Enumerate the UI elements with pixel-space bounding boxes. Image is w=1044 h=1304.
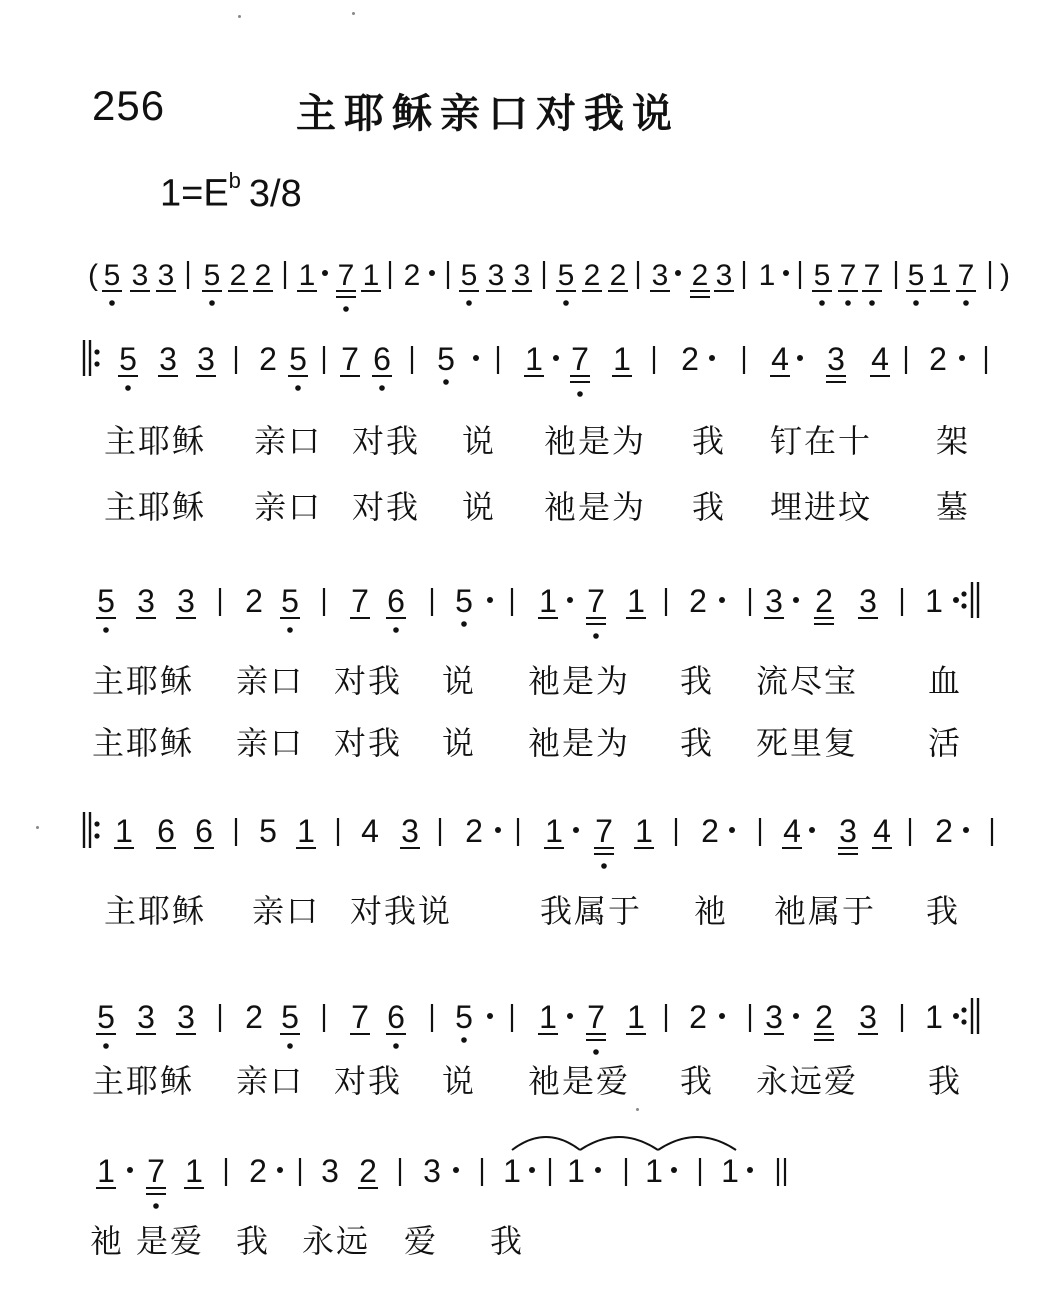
note: 1: [613, 341, 631, 377]
note: 1: [925, 999, 943, 1035]
note: 2: [691, 259, 709, 292]
augmentation-dot: [567, 1013, 573, 1019]
note: 2: [359, 1153, 377, 1189]
augmentation-dot: [529, 1167, 535, 1173]
note: 1: [525, 341, 543, 377]
paren-close: ): [1000, 259, 1010, 292]
lyrics-v2b: [92, 725, 962, 761]
lyric-word: 说: [462, 489, 497, 525]
augmentation-dot: [719, 597, 725, 603]
note: 2: [689, 999, 707, 1035]
note: 5: [97, 583, 115, 619]
note: 1: [97, 1153, 115, 1189]
lyric-word: 亲口: [254, 423, 323, 459]
lyric-word: 祂是为: [528, 663, 631, 699]
octave-dot-below: [393, 627, 399, 633]
octave-dot-below: [466, 300, 472, 306]
lyric-word: 我: [236, 1223, 271, 1259]
note: 5: [259, 813, 277, 849]
note: 7: [587, 999, 605, 1035]
note: 1: [721, 1153, 739, 1189]
octave-dot-below: [845, 300, 851, 306]
note: 2: [403, 259, 421, 292]
lyric-word: 埋进坟: [770, 489, 873, 525]
augmentation-dot: [127, 1167, 133, 1173]
note: 3: [513, 259, 531, 292]
lyric-word: 主耶稣: [104, 423, 207, 459]
augmentation-dot: [429, 270, 435, 276]
octave-dot-below: [869, 300, 875, 306]
augmentation-dot: [709, 355, 715, 361]
repeat-dot: [961, 1019, 966, 1024]
augmentation-dot: [487, 1013, 493, 1019]
note: 5: [455, 583, 473, 619]
note: 3: [321, 1153, 339, 1189]
note: 4: [771, 341, 789, 377]
lyric-word: 死里复: [756, 725, 859, 761]
augmentation-dot: [487, 597, 493, 603]
note: 3: [859, 999, 877, 1035]
octave-dot-below: [287, 1043, 293, 1049]
note: 4: [871, 341, 889, 377]
note: 7: [351, 583, 369, 619]
note: 5: [455, 999, 473, 1035]
lyric-word: 亲口: [252, 893, 321, 929]
note: 1: [758, 259, 776, 292]
note: 3: [765, 999, 783, 1035]
lyric-word: 祂是爱: [528, 1063, 631, 1099]
note: 3: [159, 341, 177, 377]
note: 1: [635, 813, 653, 849]
note: 3: [177, 999, 195, 1035]
repeat-dot: [961, 1007, 966, 1012]
note: 1: [362, 259, 380, 292]
ties: [512, 1137, 736, 1150]
hymn-number: 256: [92, 82, 166, 129]
note: 2: [583, 259, 601, 292]
lyric-word: 对我: [334, 1063, 403, 1099]
octave-dot-below: [577, 391, 583, 397]
augmentation-dot: [953, 597, 959, 603]
note: 3: [157, 259, 175, 292]
lyric-word: 祂: [90, 1223, 125, 1259]
octave-dot-below: [295, 385, 301, 391]
time-signature: 3/8: [248, 172, 302, 215]
augmentation-dot: [473, 355, 479, 361]
octave-dot-below: [343, 306, 349, 312]
note: 1: [627, 999, 645, 1035]
lyric-word: 亲口: [236, 663, 305, 699]
lyric-word: 我: [926, 893, 961, 929]
augmentation-dot: [671, 1167, 677, 1173]
note: 7: [147, 1153, 165, 1189]
note: 1: [503, 1153, 521, 1189]
lyric-word: 主耶稣: [92, 663, 195, 699]
augmentation-dot: [729, 827, 735, 833]
augmentation-dot: [783, 270, 789, 276]
intro-notes: [102, 259, 990, 312]
speck: [36, 826, 39, 829]
octave-dot-below: [593, 1049, 599, 1055]
note: 1: [539, 999, 557, 1035]
lyric-word: 永远爱: [756, 1063, 859, 1099]
lyrics-v4: [92, 1063, 962, 1099]
note: 1: [545, 813, 563, 849]
octave-dot-below: [963, 300, 969, 306]
augmentation-dot: [322, 270, 328, 276]
lyric-word: 钉在十: [770, 423, 873, 459]
note: 6: [195, 813, 213, 849]
note: 2: [815, 583, 833, 619]
note: 2: [689, 583, 707, 619]
lyric-word: 说: [442, 725, 477, 761]
note: 7: [351, 999, 369, 1035]
lyric-word: 我: [692, 489, 727, 525]
augmentation-dot: [567, 597, 573, 603]
lyric-word: 永远: [302, 1223, 371, 1259]
lyrics-v1: [104, 423, 970, 459]
lyric-word: 我属于: [540, 893, 643, 929]
lyrics-v2: [92, 663, 962, 699]
octave-dot-below: [461, 1037, 467, 1043]
tie: [658, 1137, 736, 1150]
lyric-word: 祂是为: [544, 489, 647, 525]
lyric-word: 对我: [352, 423, 421, 459]
note: 7: [957, 259, 975, 292]
octave-dot-below: [601, 863, 607, 869]
note: 1: [115, 813, 133, 849]
augmentation-dot: [573, 827, 579, 833]
lyric-word: 主耶稣: [104, 489, 207, 525]
note: 3: [423, 1153, 441, 1189]
note: 2: [935, 813, 953, 849]
note: 2: [249, 1153, 267, 1189]
row1-notes: [84, 340, 986, 397]
note: 6: [157, 813, 175, 849]
octave-dot-below: [913, 300, 919, 306]
note: 3: [137, 583, 155, 619]
note: 5: [281, 583, 299, 619]
lyric-word: 说: [442, 663, 477, 699]
note: 3: [651, 259, 669, 292]
lyric-word: 是爱: [136, 1223, 205, 1259]
lyric-word: 我: [680, 725, 715, 761]
tie: [512, 1137, 580, 1150]
lyric-word: 主耶稣: [92, 725, 195, 761]
lyric-word: 祂是为: [528, 725, 631, 761]
augmentation-dot: [963, 827, 969, 833]
lyrics-v5: [90, 1223, 524, 1259]
note: 1: [298, 259, 316, 292]
note: 1: [297, 813, 315, 849]
paren-open: (: [88, 259, 98, 292]
tie: [580, 1137, 658, 1150]
repeat-dot: [94, 821, 99, 826]
octave-dot-below: [819, 300, 825, 306]
note: 1: [645, 1153, 663, 1189]
lyric-word: 活: [928, 725, 963, 761]
augmentation-dot: [797, 355, 803, 361]
note: 5: [119, 341, 137, 377]
augmentation-dot: [595, 1167, 601, 1173]
octave-dot-below: [593, 633, 599, 639]
speck: [636, 1108, 639, 1111]
note: 7: [337, 259, 355, 292]
repeat-dot: [961, 591, 966, 596]
key-flat: b: [228, 168, 241, 193]
note: 3: [131, 259, 149, 292]
note: 2: [254, 259, 272, 292]
note: 1: [185, 1153, 203, 1189]
row2-notes: [96, 582, 978, 639]
row4-notes: [96, 998, 978, 1055]
note: 7: [839, 259, 857, 292]
note: 3: [765, 583, 783, 619]
note: 2: [245, 999, 263, 1035]
lyrics: [90, 423, 970, 1259]
note: 6: [387, 999, 405, 1035]
note: 2: [701, 813, 719, 849]
lyric-word: 主耶稣: [104, 893, 207, 929]
note: 3: [137, 999, 155, 1035]
note: 4: [873, 813, 891, 849]
note: 1: [539, 583, 557, 619]
note: 5: [460, 259, 478, 292]
note: 1: [567, 1153, 585, 1189]
lyric-word: 说: [442, 1063, 477, 1099]
note: 1: [925, 583, 943, 619]
note: 2: [815, 999, 833, 1035]
lyric-word: 我: [490, 1223, 525, 1259]
lyric-word: 架: [936, 423, 971, 459]
octave-dot-below: [153, 1203, 159, 1209]
note: 5: [281, 999, 299, 1035]
note: 2: [229, 259, 247, 292]
lyric-word: 爱: [404, 1223, 439, 1259]
lyric-word: 对我: [352, 489, 421, 525]
lyric-word: 亲口: [236, 725, 305, 761]
note: 2: [609, 259, 627, 292]
lyric-word: 流尽宝: [756, 663, 859, 699]
row5-notes: [96, 1153, 785, 1209]
key-label: 1=E: [160, 172, 229, 215]
lyric-word: 祂是为: [544, 423, 647, 459]
note: 5: [813, 259, 831, 292]
note: 6: [387, 583, 405, 619]
lyric-word: 我: [928, 1063, 963, 1099]
note: 5: [289, 341, 307, 377]
speck: [352, 12, 355, 15]
lyric-word: 祂: [694, 893, 729, 929]
augmentation-dot: [793, 1013, 799, 1019]
augmentation-dot: [719, 1013, 725, 1019]
speck: [238, 15, 241, 18]
note: 2: [259, 341, 277, 377]
note: 7: [587, 583, 605, 619]
repeat-dot: [961, 603, 966, 608]
note: 3: [827, 341, 845, 377]
octave-dot-below: [103, 1043, 109, 1049]
octave-dot-below: [287, 627, 293, 633]
note: 3: [715, 259, 733, 292]
lyric-word: 祂属于: [774, 893, 877, 929]
note: 7: [595, 813, 613, 849]
augmentation-dot: [959, 355, 965, 361]
augmentation-dot: [553, 355, 559, 361]
augmentation-dot: [675, 270, 681, 276]
lyric-word: 亲口: [236, 1063, 305, 1099]
note: 5: [203, 259, 221, 292]
note: 3: [859, 583, 877, 619]
octave-dot-below: [125, 385, 131, 391]
octave-dot-below: [393, 1043, 399, 1049]
octave-dot-below: [563, 300, 569, 306]
octave-dot-below: [461, 621, 467, 627]
octave-dot-below: [209, 300, 215, 306]
note: 3: [839, 813, 857, 849]
lyric-word: 我: [680, 1063, 715, 1099]
octave-dot-below: [379, 385, 385, 391]
lyric-word: 对我: [334, 725, 403, 761]
note: 2: [465, 813, 483, 849]
note: 5: [103, 259, 121, 292]
note: 4: [783, 813, 801, 849]
lyric-word: 亲口: [254, 489, 323, 525]
note: 7: [571, 341, 589, 377]
augmentation-dot: [809, 827, 815, 833]
augmentation-dot: [747, 1167, 753, 1173]
augmentation-dot: [277, 1167, 283, 1173]
lyrics-v1b: [104, 489, 970, 525]
repeat-dot: [94, 361, 99, 366]
note: 2: [681, 341, 699, 377]
repeat-dot: [94, 349, 99, 354]
row3-notes: [84, 812, 992, 869]
lyric-word: 血: [928, 663, 963, 699]
note: 3: [401, 813, 419, 849]
hymn-title: 主耶稣亲口对我说: [296, 91, 680, 137]
note: 1: [627, 583, 645, 619]
note: 5: [907, 259, 925, 292]
octave-dot-below: [443, 379, 449, 385]
note: 7: [341, 341, 359, 377]
octave-dot-below: [103, 627, 109, 633]
repeat-dot: [94, 833, 99, 838]
note: 2: [245, 583, 263, 619]
note: 3: [197, 341, 215, 377]
note: 3: [487, 259, 505, 292]
note: 2: [929, 341, 947, 377]
note: 3: [177, 583, 195, 619]
note: 5: [97, 999, 115, 1035]
lyric-word: 主耶稣: [92, 1063, 195, 1099]
lyric-word: 我: [692, 423, 727, 459]
note: 1: [931, 259, 949, 292]
lyric-word: 对我说: [350, 893, 453, 929]
note: 5: [437, 341, 455, 377]
lyric-word: 对我: [334, 663, 403, 699]
augmentation-dot: [953, 1013, 959, 1019]
augmentation-dot: [453, 1167, 459, 1173]
lyric-word: 我: [680, 663, 715, 699]
octave-dot-below: [109, 300, 115, 306]
note: 7: [863, 259, 881, 292]
lyrics-v3: [104, 893, 960, 929]
note: 5: [557, 259, 575, 292]
lyric-word: 墓: [936, 489, 971, 525]
note: 6: [373, 341, 391, 377]
note: 4: [361, 813, 379, 849]
augmentation-dot: [793, 597, 799, 603]
lyric-word: 说: [462, 423, 497, 459]
augmentation-dot: [495, 827, 501, 833]
